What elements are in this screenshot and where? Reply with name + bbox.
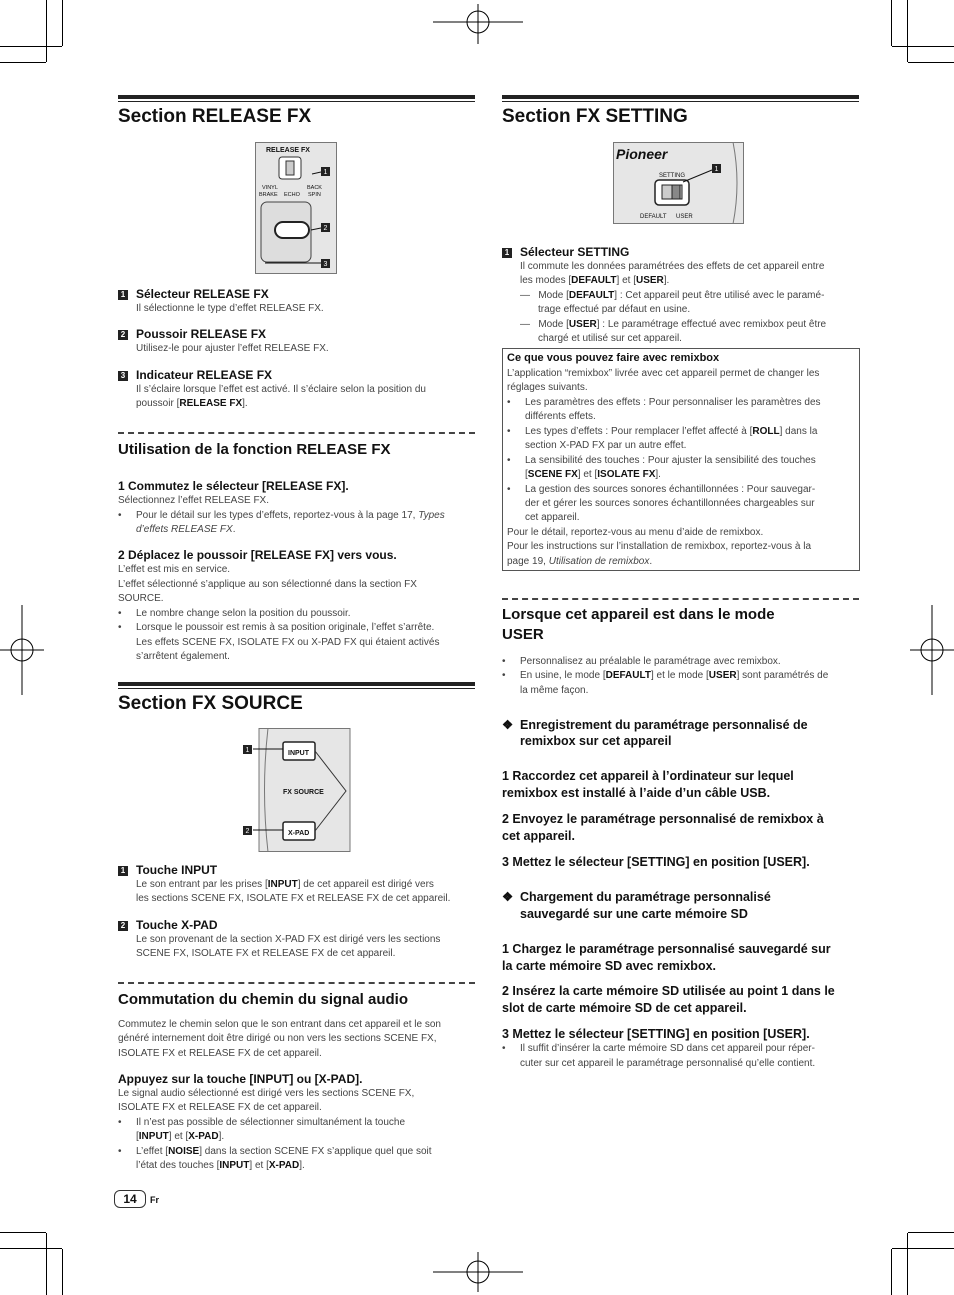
bullet: • En usine, le mode [DEFAULT] et le mode [USER] sont paramétrés de bbox=[502, 670, 829, 681]
mode-user-desc: — Mode [USER] : Le paramétrage effectué avec remixbox peut être bbox=[520, 319, 827, 330]
bullet: • Il suffit d’insérer la carte mémoire SD dans cet appareil pour réper- bbox=[502, 1043, 815, 1054]
info-text: Pour le détail, reportez-vous au menu d’aide de remixbox. bbox=[507, 527, 764, 538]
bullet-cont: s’arrêtent également. bbox=[136, 651, 230, 662]
svg-text:SETTING: SETTING bbox=[659, 173, 686, 179]
item-desc: SCENE FX, ISOLATE FX et RELEASE FX de cet appareil. bbox=[136, 948, 396, 959]
item-release-fx-lever: 2 Poussoir RELEASE FX bbox=[118, 327, 266, 342]
paragraph: ISOLATE FX et RELEASE FX de cet appareil. bbox=[118, 1048, 322, 1059]
diamond-icon: ❖ bbox=[502, 890, 514, 904]
svg-text:RELEASE FX: RELEASE FX bbox=[266, 147, 310, 154]
step-text: L’effet est mis en service. bbox=[118, 564, 231, 575]
step-title: 2 Envoyez le paramétrage personnalisé de remixbox à bbox=[502, 812, 824, 826]
mode-default-desc-cont: trage effectué par défaut en usine. bbox=[538, 304, 691, 315]
bullet: • Personnalisez au préalable le paramétrage avec remixbox. bbox=[502, 656, 781, 667]
step-title: 3 Mettez le sélecteur [SETTING] en position [USER]. bbox=[502, 855, 810, 869]
language-code: Fr bbox=[150, 1195, 159, 1205]
subsection-title: Lorsque cet appareil est dans le mode bbox=[502, 606, 775, 623]
bullet: • La sensibilité des touches : Pour ajuster la sensibilité des touches bbox=[507, 455, 816, 466]
info-text: page 19, Utilisation de remixbox. bbox=[507, 556, 653, 567]
bullet: • Lorsque le poussoir est remis à sa position originale, l’effet s’arrête. bbox=[118, 622, 435, 633]
step-text: ISOLATE FX et RELEASE FX de cet appareil. bbox=[118, 1102, 322, 1113]
section-title-fx-source: Section FX SOURCE bbox=[118, 693, 303, 714]
section-rule-thin bbox=[118, 101, 475, 102]
mode-user-desc-cont: chargé et utilisé sur cet appareil. bbox=[538, 333, 682, 344]
procedure-title: Enregistrement du paramétrage personnalisé de bbox=[520, 718, 808, 732]
step-text: SOURCE. bbox=[118, 593, 164, 604]
svg-text:VINYL: VINYL bbox=[262, 185, 278, 191]
item-desc: Le son entrant par les prises [INPUT] de cet appareil est dirigé vers bbox=[136, 879, 434, 890]
item-desc: Utilisez-le pour ajuster l’effet RELEASE FX. bbox=[136, 343, 329, 354]
item-desc: Il sélectionne le type d’effet RELEASE FX. bbox=[136, 303, 324, 314]
step-title: 2 Insérez la carte mémoire SD utilisée au point 1 dans le bbox=[502, 984, 835, 998]
bullet: • Le nombre change selon la position du poussoir. bbox=[118, 608, 351, 619]
fx-source-illustration bbox=[243, 728, 351, 852]
bullet: • Les paramètres des effets : Pour personnaliser les paramètres des bbox=[507, 397, 821, 408]
svg-text:USER: USER bbox=[676, 214, 693, 220]
item-desc: les modes [DEFAULT] et [USER]. bbox=[520, 275, 670, 286]
bullet-cont: Les effets SCENE FX, ISOLATE FX ou X-PAD FX qui étaient activés bbox=[136, 637, 440, 648]
step-title: 3 Mettez le sélecteur [SETTING] en position [USER]. bbox=[502, 1027, 810, 1041]
svg-text:X-PAD: X-PAD bbox=[288, 830, 310, 837]
registration-mark-bottom bbox=[433, 1252, 523, 1292]
svg-text:1: 1 bbox=[714, 166, 719, 173]
dashed-separator bbox=[502, 598, 859, 600]
section-rule-thin bbox=[502, 101, 859, 102]
svg-text:ECHO: ECHO bbox=[284, 192, 300, 198]
item-input-button: 1 Touche INPUT bbox=[118, 863, 217, 878]
bullet: • Il n’est pas possible de sélectionner simultanément la touche bbox=[118, 1117, 406, 1128]
svg-text:BRAKE: BRAKE bbox=[259, 192, 278, 198]
subsection-title: Commutation du chemin du signal audio bbox=[118, 991, 409, 1008]
step-title: Appuyez sur la touche [INPUT] ou [X-PAD]. bbox=[118, 1072, 363, 1086]
svg-text:2: 2 bbox=[323, 225, 328, 232]
svg-text:BACK: BACK bbox=[307, 185, 322, 191]
info-text: réglages suivants. bbox=[507, 382, 588, 393]
item-desc: Le son provenant de la section X-PAD FX est dirigé vers les sections bbox=[136, 934, 441, 945]
section-title-fx-setting: Section FX SETTING bbox=[502, 106, 688, 127]
bullet-cont: section X-PAD FX par un autre effet. bbox=[525, 440, 687, 451]
item-desc: poussoir [RELEASE FX]. bbox=[136, 398, 248, 409]
subsection-title-cont: USER bbox=[502, 626, 544, 643]
release-fx-illustration bbox=[255, 142, 337, 274]
procedure-title: Chargement du paramétrage personnalisé bbox=[520, 890, 771, 904]
bullet-cont: d’effets RELEASE FX. bbox=[136, 524, 236, 535]
bullet: • Les types d’effets : Pour remplacer l’effet affecté à [ROLL] dans la bbox=[507, 426, 818, 437]
step-title: 1 Commutez le sélecteur [RELEASE FX]. bbox=[118, 479, 349, 493]
svg-text:3: 3 bbox=[323, 261, 328, 268]
dashed-separator bbox=[118, 982, 475, 984]
bullet-cont: [SCENE FX] et [ISOLATE FX]. bbox=[525, 469, 661, 480]
bullet-cont: cuter sur cet appareil le paramétrage personnalisé qu’elle contient. bbox=[520, 1058, 816, 1069]
step-title-cont: cet appareil. bbox=[502, 829, 575, 843]
bullet-cont: différents effets. bbox=[525, 411, 596, 422]
step-title-cont: la carte mémoire SD avec remixbox. bbox=[502, 959, 717, 973]
svg-text:2: 2 bbox=[245, 828, 250, 835]
bullet-cont: l’état des touches [INPUT] et [X-PAD]. bbox=[136, 1160, 305, 1171]
registration-mark-left bbox=[0, 605, 44, 695]
fx-setting-illustration bbox=[613, 142, 744, 224]
svg-text:INPUT: INPUT bbox=[288, 750, 309, 757]
step-title: 1 Chargez le paramétrage personnalisé sauvegardé sur bbox=[502, 942, 831, 956]
bullet-cont: [INPUT] et [X-PAD]. bbox=[136, 1131, 225, 1142]
item-xpad-button: 2 Touche X-PAD bbox=[118, 918, 218, 933]
section-rule bbox=[118, 682, 475, 686]
section-title-release-fx: Section RELEASE FX bbox=[118, 106, 312, 127]
step-text: L’effet sélectionné s’applique au son sélectionné dans la section FX bbox=[118, 579, 417, 590]
paragraph: généré internement doit être dirigé ou non vers les sections SCENE FX, bbox=[118, 1033, 437, 1044]
item-setting-selector: 1 Sélecteur SETTING bbox=[502, 245, 629, 260]
step-text: Le signal audio sélectionné est dirigé vers les sections SCENE FX, bbox=[118, 1088, 415, 1099]
step-title-cont: remixbox est installé à l’aide d’un câble USB. bbox=[502, 786, 771, 800]
subsection-title: Utilisation de la fonction RELEASE FX bbox=[118, 441, 391, 458]
bullet: • La gestion des sources sonores échantillonnées : Pour sauvegar- bbox=[507, 484, 816, 495]
procedure-title-cont: sauvegardé sur une carte mémoire SD bbox=[520, 907, 748, 921]
bullet-cont: der et gérer les sources sonores échantillonnées chargeables sur bbox=[525, 498, 815, 509]
item-desc: Il s’éclaire lorsque l’effet est activé. Il s’éclaire selon la position du bbox=[136, 384, 426, 395]
info-box-title: Ce que vous pouvez faire avec remixbox bbox=[507, 352, 720, 364]
dashed-separator bbox=[118, 432, 475, 434]
step-title: 2 Déplacez le poussoir [RELEASE FX] vers vous. bbox=[118, 548, 397, 562]
svg-text:1: 1 bbox=[245, 747, 250, 754]
item-release-fx-indicator: 3 Indicateur RELEASE FX bbox=[118, 368, 272, 383]
step-title: 1 Raccordez cet appareil à l’ordinateur sur lequel bbox=[502, 769, 794, 783]
svg-text:DEFAULT: DEFAULT bbox=[640, 214, 667, 220]
registration-mark-top bbox=[433, 4, 523, 44]
info-text: L’application “remixbox” livrée avec cet appareil permet de changer les bbox=[507, 368, 820, 379]
item-release-fx-selector: 1 Sélecteur RELEASE FX bbox=[118, 287, 269, 302]
paragraph: Commutez le chemin selon que le son entrant dans cet appareil et le son bbox=[118, 1019, 441, 1030]
mode-default-desc: — Mode [DEFAULT] : Cet appareil peut être utilisé avec le paramé- bbox=[520, 290, 825, 301]
bullet-cont: la même façon. bbox=[520, 685, 589, 696]
diamond-icon: ❖ bbox=[502, 718, 514, 732]
section-rule-thin bbox=[118, 688, 475, 689]
section-rule bbox=[502, 95, 859, 99]
info-text: Pour les instructions sur l’installation de remixbox, reportez-vous à la bbox=[507, 541, 812, 552]
item-desc: Il commute les données paramétrées des effets de cet appareil entre bbox=[520, 261, 825, 272]
svg-text:1: 1 bbox=[323, 169, 328, 176]
svg-text:FX SOURCE: FX SOURCE bbox=[283, 789, 324, 796]
svg-text:Pioneer: Pioneer bbox=[616, 146, 668, 162]
step-title-cont: slot de carte mémoire SD de cet appareil. bbox=[502, 1001, 747, 1015]
bullet: • L’effet [NOISE] dans la section SCENE FX s’applique quel que soit bbox=[118, 1146, 432, 1157]
svg-text:SPIN: SPIN bbox=[308, 192, 321, 198]
registration-mark-right bbox=[910, 605, 954, 695]
bullet: • Pour le détail sur les types d’effets, reportez-vous à la page 17, Types bbox=[118, 510, 445, 521]
section-rule bbox=[118, 95, 475, 99]
procedure-title-cont: remixbox sur cet appareil bbox=[520, 734, 672, 748]
item-desc: les sections SCENE FX, ISOLATE FX et RELEASE FX de cet appareil. bbox=[136, 893, 451, 904]
page-number: 14 bbox=[114, 1190, 146, 1208]
step-text: Sélectionnez l’effet RELEASE FX. bbox=[118, 495, 270, 506]
bullet-cont: cet appareil. bbox=[525, 512, 580, 523]
